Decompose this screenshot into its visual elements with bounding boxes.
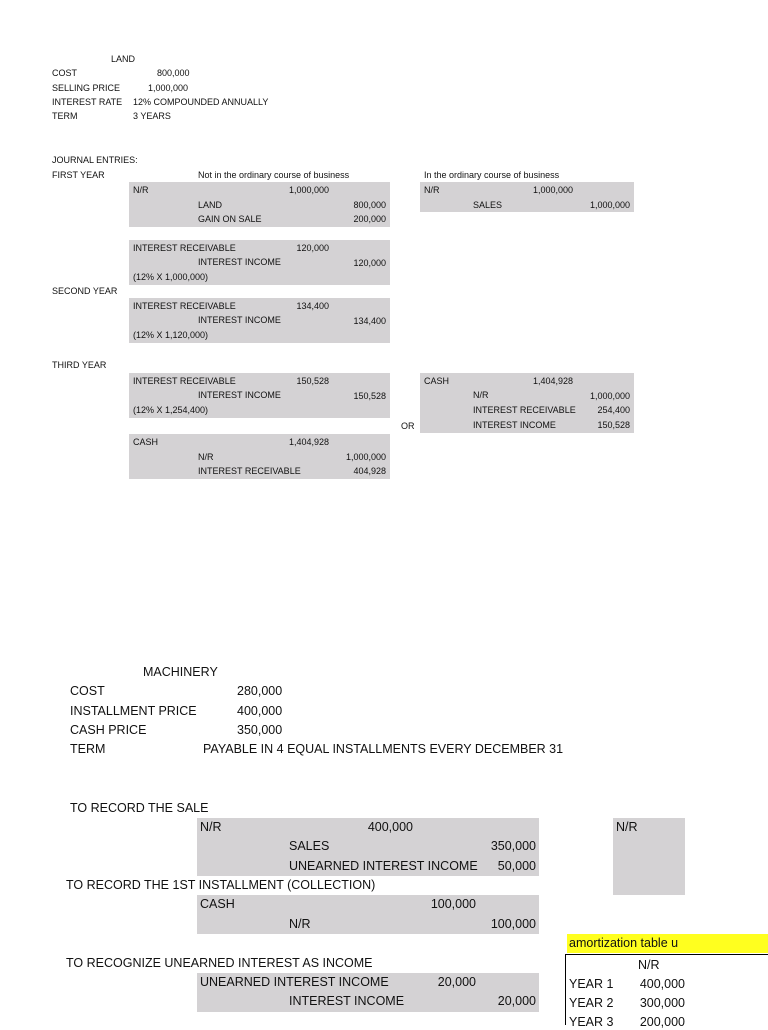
record-sale-heading: TO RECORD THE SALE bbox=[70, 801, 209, 815]
amortization-row-label: YEAR 3 bbox=[569, 1015, 614, 1029]
entry-machinery-interest bbox=[197, 973, 539, 1012]
entry-interest-year1 bbox=[129, 240, 390, 285]
machinery-title: MACHINERY bbox=[143, 665, 218, 679]
entry-sale-ordinary bbox=[420, 182, 634, 212]
entry-debit: 1,000,000 bbox=[288, 185, 329, 195]
entry-calc: (12% X 1,254,400) bbox=[133, 405, 209, 415]
entry-credit: 200,000 bbox=[353, 214, 386, 224]
entry-credit: 120,000 bbox=[353, 258, 386, 268]
entry-debit: 120,000 bbox=[296, 243, 329, 253]
ordinary-header: In the ordinary course of business bbox=[424, 170, 560, 180]
or-label: OR bbox=[401, 421, 415, 431]
entry-credit: 800,000 bbox=[353, 200, 386, 210]
amortization-row-value: 300,000 bbox=[639, 996, 685, 1010]
machinery-inst-label: INSTALLMENT PRICE bbox=[70, 704, 197, 718]
land-rate-value: 12% COMPOUNDED ANNUALLY bbox=[133, 97, 269, 107]
entry-account: UNEARNED INTEREST INCOME bbox=[200, 975, 389, 989]
entry-account: INTEREST RECEIVABLE bbox=[133, 301, 236, 311]
amortization-row-value: 200,000 bbox=[639, 1015, 685, 1029]
side-nr-label: N/R bbox=[616, 820, 638, 834]
third-year-label: THIRD YEAR bbox=[52, 360, 107, 370]
entry-debit: 134,400 bbox=[296, 301, 329, 311]
entry-calc: (12% X 1,000,000) bbox=[133, 272, 209, 282]
land-term-label: TERM bbox=[52, 111, 78, 121]
entry-account: CASH bbox=[133, 437, 159, 447]
entry-credit: 1,000,000 bbox=[345, 452, 386, 462]
entry-account: N/R bbox=[198, 452, 214, 462]
entry-account: N/R bbox=[289, 917, 311, 931]
entry-collection-ordinary bbox=[420, 373, 634, 433]
entry-credit: 50,000 bbox=[497, 859, 536, 873]
entry-account: INTEREST INCOME bbox=[198, 315, 281, 325]
entry-account: CASH bbox=[424, 376, 450, 386]
entry-account: N/R bbox=[473, 390, 489, 400]
entry-account: INTEREST RECEIVABLE bbox=[133, 243, 236, 253]
entry-account: INTEREST INCOME bbox=[198, 257, 281, 267]
entry-debit: 150,528 bbox=[296, 376, 329, 386]
entry-account: INTEREST RECEIVABLE bbox=[198, 466, 301, 476]
entry-machinery-sale bbox=[197, 818, 539, 876]
amortization-row-value: 400,000 bbox=[639, 977, 685, 991]
machinery-inst-value: 400,000 bbox=[237, 704, 283, 718]
entry-debit: 1,404,928 bbox=[288, 437, 329, 447]
land-cost-value: 800,000 bbox=[157, 68, 190, 78]
land-title: LAND bbox=[111, 54, 136, 64]
entry-credit: 254,400 bbox=[597, 405, 630, 415]
machinery-cost-value: 280,000 bbox=[237, 684, 283, 698]
not-ordinary-header: Not in the ordinary course of business bbox=[198, 170, 350, 180]
entry-account: INTEREST INCOME bbox=[473, 420, 556, 430]
entry-credit: 1,000,000 bbox=[589, 391, 630, 401]
entry-account: LAND bbox=[198, 200, 223, 210]
entry-credit: 404,928 bbox=[353, 466, 386, 476]
amortization-row-label: YEAR 1 bbox=[569, 977, 614, 991]
entry-account: INTEREST INCOME bbox=[198, 390, 281, 400]
machinery-term-label: TERM bbox=[70, 742, 106, 756]
first-year-label: FIRST YEAR bbox=[52, 170, 105, 180]
entry-account: GAIN ON SALE bbox=[198, 214, 262, 224]
land-selling-label: SELLING PRICE bbox=[52, 83, 121, 93]
machinery-cash-value: 350,000 bbox=[237, 723, 283, 737]
entry-debit: 400,000 bbox=[367, 820, 413, 834]
land-selling-value: 1,000,000 bbox=[148, 83, 189, 93]
entry-debit: 100,000 bbox=[430, 897, 476, 911]
entry-credit: 1,000,000 bbox=[589, 200, 630, 210]
entry-calc: (12% X 1,120,000) bbox=[133, 330, 209, 340]
entry-account: N/R bbox=[424, 185, 440, 195]
entry-account: UNEARNED INTEREST INCOME bbox=[289, 859, 478, 873]
machinery-cost-label: COST bbox=[70, 684, 105, 698]
record-installment-heading: TO RECORD THE 1ST INSTALLMENT (COLLECTION) bbox=[66, 878, 376, 892]
side-nr-box bbox=[613, 818, 685, 895]
second-year-label: SECOND YEAR bbox=[52, 286, 118, 296]
land-term-value: 3 YEARS bbox=[133, 111, 171, 121]
land-rate-label: INTEREST RATE bbox=[52, 97, 123, 107]
entry-account: CASH bbox=[200, 897, 235, 911]
entry-account: SALES bbox=[289, 839, 330, 853]
entry-debit: 1,000,000 bbox=[532, 185, 573, 195]
machinery-cash-label: CASH PRICE bbox=[70, 723, 147, 737]
entry-interest-year2 bbox=[129, 298, 390, 343]
entry-collection-not-ordinary bbox=[129, 434, 390, 479]
entry-credit: 350,000 bbox=[490, 839, 536, 853]
entry-credit: 20,000 bbox=[497, 994, 536, 1008]
entry-sale-not-ordinary bbox=[129, 182, 390, 227]
amortization-title: amortization table u bbox=[569, 936, 679, 950]
entry-debit: 20,000 bbox=[437, 975, 476, 989]
entry-credit: 134,400 bbox=[353, 316, 386, 326]
entry-account: SALES bbox=[473, 200, 503, 210]
machinery-term-value: PAYABLE IN 4 EQUAL INSTALLMENTS EVERY DECEMBER 31 bbox=[203, 742, 564, 756]
entry-credit: 150,528 bbox=[353, 391, 386, 401]
entry-account: INTEREST RECEIVABLE bbox=[133, 376, 236, 386]
journal-entries-label: JOURNAL ENTRIES: bbox=[52, 155, 138, 165]
entry-account: INTEREST RECEIVABLE bbox=[473, 405, 576, 415]
amortization-table bbox=[565, 954, 768, 1029]
entry-machinery-installment bbox=[197, 895, 539, 934]
entry-account: N/R bbox=[200, 820, 222, 834]
entry-credit: 150,528 bbox=[597, 420, 630, 430]
amortization-col-header: N/R bbox=[638, 958, 660, 972]
entry-interest-year3 bbox=[129, 373, 390, 418]
amortization-title-highlight bbox=[567, 934, 768, 953]
land-cost-label: COST bbox=[52, 68, 78, 78]
amortization-row-label: YEAR 2 bbox=[569, 996, 614, 1010]
entry-debit: 1,404,928 bbox=[532, 376, 573, 386]
recognize-interest-heading: TO RECOGNIZE UNEARNED INTEREST AS INCOME bbox=[66, 956, 373, 970]
entry-credit: 100,000 bbox=[490, 917, 536, 931]
entry-account: N/R bbox=[133, 185, 149, 195]
entry-account: INTEREST INCOME bbox=[289, 994, 405, 1008]
